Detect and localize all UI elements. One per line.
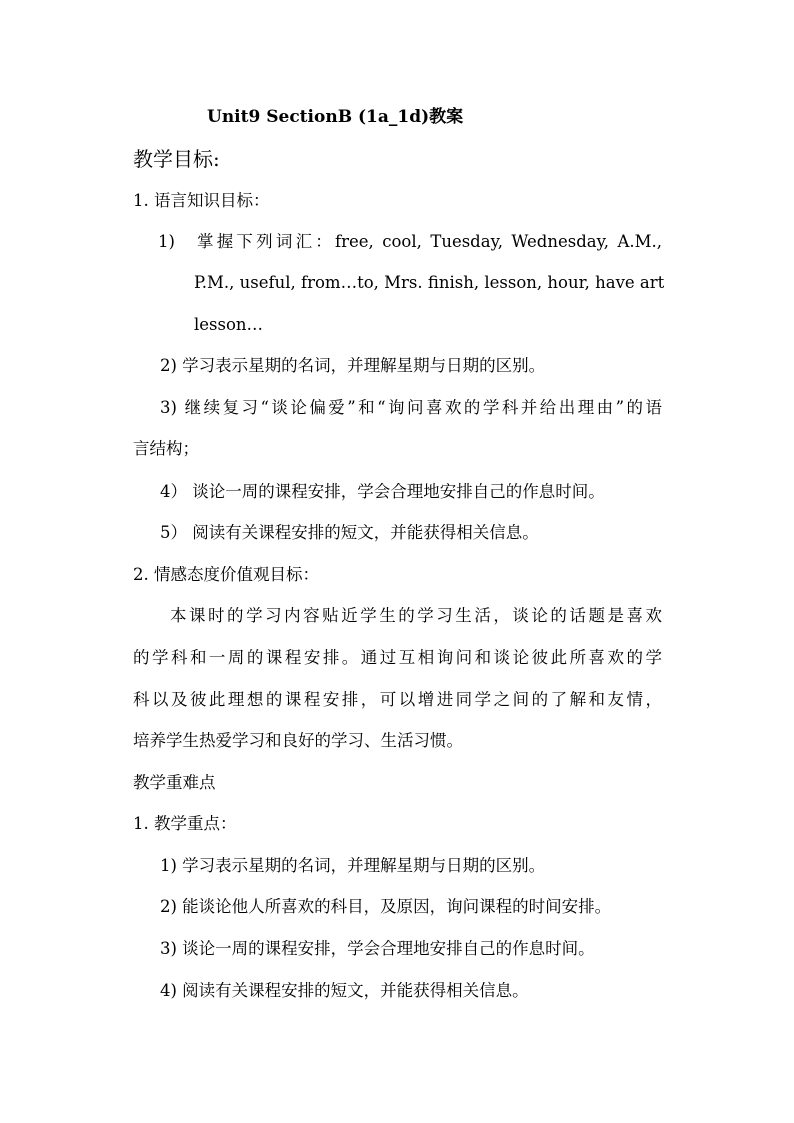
document-title: Unit9 SectionB (1a_1d)教案 (207, 107, 464, 127)
objective-item-3-line-1: 3) 继续复习“谈论偏爱”和“询问喜欢的学科并给出理由”的语 (160, 398, 662, 417)
attitude-paragraph-line-3: 科以及彼此理想的课程安排，可以增进同学之间的了解和友情， (133, 690, 662, 709)
objective-item-3-line-2: 言结构； (133, 439, 199, 458)
attitude-paragraph-line-1: 本课时的学习内容贴近学生的学习生活，谈论的话题是喜欢 (170, 606, 662, 625)
key-points-heading: 1. 教学重点： (133, 814, 237, 833)
vocab-item-line-1: 掌握下列词汇：free, cool, Tuesday, Wednesday, A.M., (197, 232, 662, 251)
vocab-item-line-2: P.M., useful, from…to, Mrs. finish, lesson, hour, have art (194, 273, 665, 292)
key-point-item: 3) 谈论一周的课程安排，学会合理地安排自己的作息时间。 (160, 939, 595, 958)
objective-item-4: 4） 谈论一周的课程安排，学会合理地安排自己的作息时间。 (160, 482, 605, 501)
key-point-item: 2) 能谈论他人所喜欢的科目，及原因，询问课程的时间安排。 (160, 897, 612, 916)
objective-item-2: 2) 学习表示星期的名词，并理解星期与日期的区别。 (160, 356, 546, 375)
section-heading-key-points: 教学重难点 (133, 773, 216, 792)
attitude-paragraph-line-4: 培养学生热爱学习和良好的学习、生活习惯。 (133, 731, 463, 750)
key-point-item: 4) 阅读有关课程安排的短文，并能获得相关信息。 (160, 981, 529, 1000)
attitude-paragraph-line-2: 的学科和一周的课程安排。通过互相询问和谈论彼此所喜欢的学 (133, 648, 662, 667)
section-heading-objectives: 教学目标: (133, 147, 220, 171)
key-point-item: 1) 学习表示星期的名词，并理解星期与日期的区别。 (160, 856, 546, 875)
objective-2-heading: 2. 情感态度价值观目标： (133, 565, 319, 584)
vocab-item-number: 1) (158, 232, 175, 251)
objective-item-5: 5） 阅读有关课程安排的短文，并能获得相关信息。 (160, 523, 539, 542)
objective-1-heading: 1. 语言知识目标： (133, 191, 270, 210)
vocab-item-line-3: lesson… (194, 315, 264, 334)
